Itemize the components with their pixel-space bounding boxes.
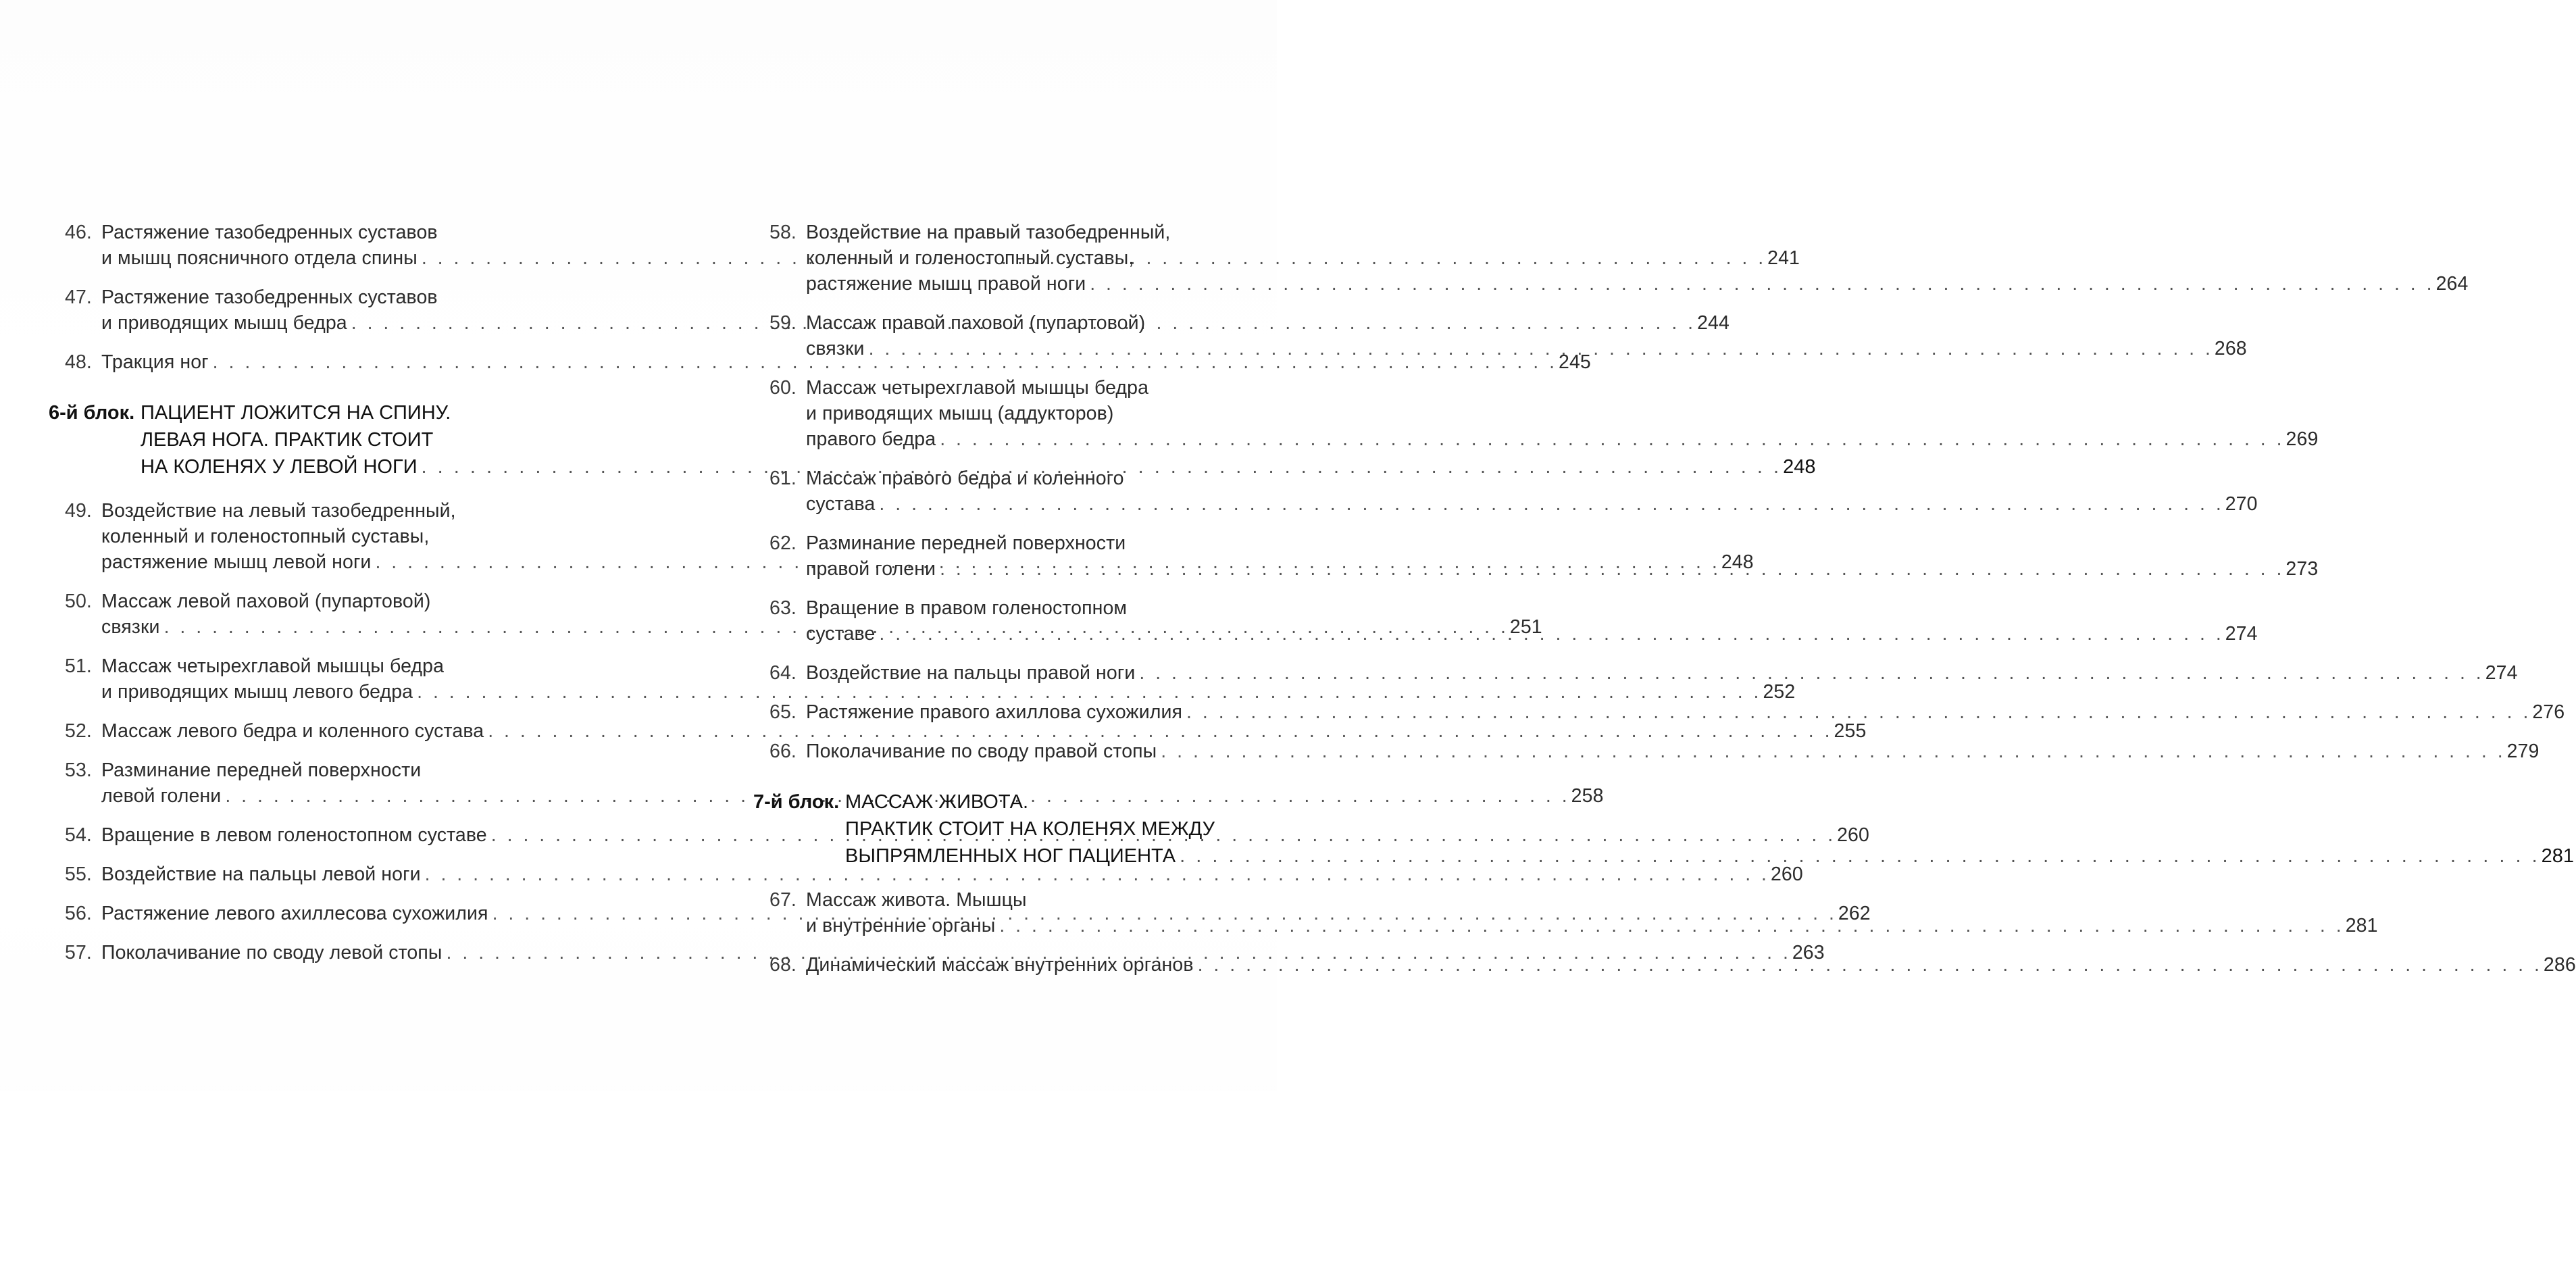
- page-number: 281: [2345, 915, 2378, 936]
- leader-dots: [1090, 271, 2434, 297]
- entry-number: 57.: [65, 942, 92, 963]
- toc-entry: [753, 738, 2540, 764]
- entry-number: 50.: [65, 591, 92, 612]
- leader-dots: [879, 491, 2223, 517]
- entry-title-line: Массаж левого бедра и коленного сустава: [101, 720, 484, 742]
- page-number: 262: [1838, 903, 1871, 924]
- entry-title-line: Тракция ног: [101, 351, 209, 373]
- entry-number: 48.: [65, 351, 92, 373]
- entry-last-line: [806, 271, 2469, 297]
- entry-title-line: растяжение мышц правой ноги: [806, 273, 1086, 295]
- entry-title-line: Вращение в левом голеностопном суставе: [101, 824, 487, 846]
- entry-title-line: правого бедра: [806, 428, 936, 450]
- entry-number: 54.: [65, 824, 92, 846]
- page-number: 281: [2541, 845, 2575, 867]
- entry-title-line: Поколачивание по своду левой стопы: [101, 942, 443, 963]
- entry-number: 53.: [65, 759, 92, 781]
- entry-number: 47.: [65, 286, 92, 308]
- entry-title-line: правой голени: [806, 558, 936, 580]
- leader-dots: [1186, 699, 2531, 725]
- entry-number: 49.: [65, 500, 92, 522]
- entry-title-line: растяжение мышц левой ноги: [101, 551, 372, 573]
- entry-last-line: [806, 699, 2565, 725]
- page-number: 255: [1834, 720, 1867, 742]
- entry-number: 51.: [65, 655, 92, 677]
- page-number: 244: [1697, 312, 1729, 334]
- entry-title-line: Растяжение тазобедренных суставов: [101, 222, 438, 243]
- leader-dots: [1180, 843, 2540, 870]
- block-title-line: ПАЦИЕНТ ЛОЖИТСЯ НА СПИНУ.: [141, 402, 451, 424]
- entry-title-line: Растяжение правого ахиллова сухожилия: [806, 701, 1183, 723]
- entry-number: 60.: [769, 377, 797, 399]
- page-number: 274: [2225, 623, 2258, 645]
- entry-title-line: сустава: [806, 493, 876, 515]
- block-title-line: ЛЕВАЯ НОГА. ПРАКТИК СТОИТ: [141, 429, 434, 451]
- leader-dots: [1161, 738, 2505, 764]
- leader-dots: [999, 913, 2344, 938]
- leader-dots: [940, 426, 2284, 452]
- entry-title-line: левой голени: [101, 785, 222, 807]
- entry-title-line: Динамический массаж внутренних органов: [806, 954, 1194, 976]
- entry-title-line: Массаж правого бедра и коленного: [806, 468, 1124, 489]
- entry-last-line: [806, 660, 2518, 686]
- page-background: [0, 1091, 1277, 1277]
- entry-title-line: Разминание передней поверхности: [101, 759, 422, 781]
- entry-title-line: связки: [806, 338, 865, 359]
- entry-number: 55.: [65, 863, 92, 885]
- page-number: 245: [1559, 351, 1591, 373]
- entry-last-line: [101, 718, 1867, 744]
- entry-title-line: и приводящих мышц (аддукторов): [806, 403, 1114, 424]
- entry-title-line: и приводящих мышц бедра: [101, 312, 347, 334]
- block-last-line: [845, 843, 2575, 870]
- entry-title-line: и приводящих мышц левого бедра: [101, 681, 413, 703]
- entry-number: 46.: [65, 222, 92, 243]
- leader-dots: [940, 556, 2284, 582]
- entry-title-line: Разминание передней поверхности: [806, 532, 1126, 554]
- block-title-line: НА КОЛЕНЯХ У ЛЕВОЙ НОГИ: [141, 456, 418, 478]
- page-number: 270: [2225, 493, 2258, 515]
- entry-title-line: Воздействие на пальцы правой ноги: [806, 662, 1136, 684]
- page-number: 286: [2543, 954, 2576, 976]
- entry-title-line: Поколачивание по своду правой стопы: [806, 741, 1157, 762]
- block-title-line: ВЫПРЯМЛЕННЫХ НОГ ПАЦИЕНТА: [845, 845, 1176, 867]
- entry-number: 68.: [769, 954, 797, 976]
- entry-last-line: [806, 491, 2258, 517]
- page-number: 241: [1767, 247, 1800, 269]
- page-number: 276: [2532, 701, 2565, 723]
- entry-title-line: суставе: [806, 623, 876, 645]
- entry-title-line: Воздействие на правый тазобедренный,: [806, 222, 1171, 243]
- entry-number: 52.: [65, 720, 92, 742]
- page-number: 260: [1770, 863, 1803, 885]
- entry-last-line: [101, 349, 1591, 375]
- entry-title-line: Массаж правой паховой (пупартовой): [806, 312, 1146, 334]
- entry-last-line: [806, 336, 2247, 361]
- entry-last-line: [101, 679, 1796, 705]
- page-number: 268: [2214, 338, 2247, 359]
- entry-number: 61.: [769, 468, 797, 489]
- page-number: 258: [1571, 785, 1604, 807]
- toc-entry: [49, 349, 1591, 375]
- block-title-line: ПРАКТИК СТОИТ НА КОЛЕНЯХ МЕЖДУ: [845, 818, 1215, 840]
- entry-title-line: Растяжение левого ахиллесова сухожилия: [101, 903, 488, 924]
- page-number: 279: [2506, 741, 2540, 762]
- toc-entry: [753, 660, 2518, 686]
- entry-title-line: и мышц поясничного отдела спины: [101, 247, 418, 269]
- entry-title-line: Массаж четырехглавой мышцы бедра: [101, 655, 445, 677]
- entry-number: 67.: [769, 889, 797, 911]
- entry-last-line: [806, 738, 2540, 764]
- page-number: 260: [1837, 824, 1869, 846]
- page-number: 252: [1763, 681, 1796, 703]
- block-label: 7-й блок.: [753, 791, 840, 813]
- entry-number: 56.: [65, 903, 92, 924]
- entry-title-line: Массаж живота. Мышцы: [806, 889, 1027, 911]
- leader-dots: [879, 621, 2223, 647]
- leader-dots: [869, 336, 2213, 361]
- entry-last-line: [101, 861, 1803, 887]
- entry-title-line: и внутренние органы: [806, 915, 996, 936]
- entry-number: 62.: [769, 532, 797, 554]
- entry-title-line: Вращение в правом голеностопном: [806, 597, 1128, 619]
- entry-number: 65.: [769, 701, 797, 723]
- entry-number: 59.: [769, 312, 797, 334]
- page-number: 269: [2285, 428, 2319, 450]
- entry-title-line: Воздействие на левый тазобедренный,: [101, 500, 456, 522]
- page-number: 251: [1509, 616, 1542, 638]
- entry-title-line: Массаж левой паховой (пупартовой): [101, 591, 431, 612]
- entry-number: 63.: [769, 597, 797, 619]
- entry-title-line: Воздействие на пальцы левой ноги: [101, 863, 421, 885]
- entry-number: 64.: [769, 662, 797, 684]
- entry-last-line: [806, 426, 2319, 452]
- toc-entry: [49, 718, 1867, 744]
- toc-entry: [49, 861, 1803, 887]
- page-number: 248: [1783, 456, 1816, 478]
- entry-number: 58.: [769, 222, 797, 243]
- page-number: 274: [2485, 662, 2518, 684]
- page-number: 264: [2435, 273, 2469, 295]
- page-number: 273: [2285, 558, 2319, 580]
- page-number: 263: [1792, 942, 1825, 963]
- entry-title-line: коленный и голеностопный суставы,: [806, 247, 1134, 269]
- entry-number: 66.: [769, 741, 797, 762]
- toc-entry: [753, 375, 2319, 452]
- entry-title-line: Массаж четырехглавой мышцы бедра: [806, 377, 1149, 399]
- entry-title-line: коленный и голеностопный суставы,: [101, 526, 430, 547]
- leader-dots: [1139, 660, 2483, 686]
- entry-title-line: связки: [101, 616, 160, 638]
- page-number: 248: [1721, 551, 1754, 573]
- block-label: 6-й блок.: [49, 402, 135, 424]
- block-title-line: МАССАЖ ЖИВОТА.: [845, 791, 1028, 813]
- leader-dots: [1198, 952, 2542, 978]
- entry-title-line: Растяжение тазобедренных суставов: [101, 286, 438, 308]
- toc-entry: [753, 699, 2565, 725]
